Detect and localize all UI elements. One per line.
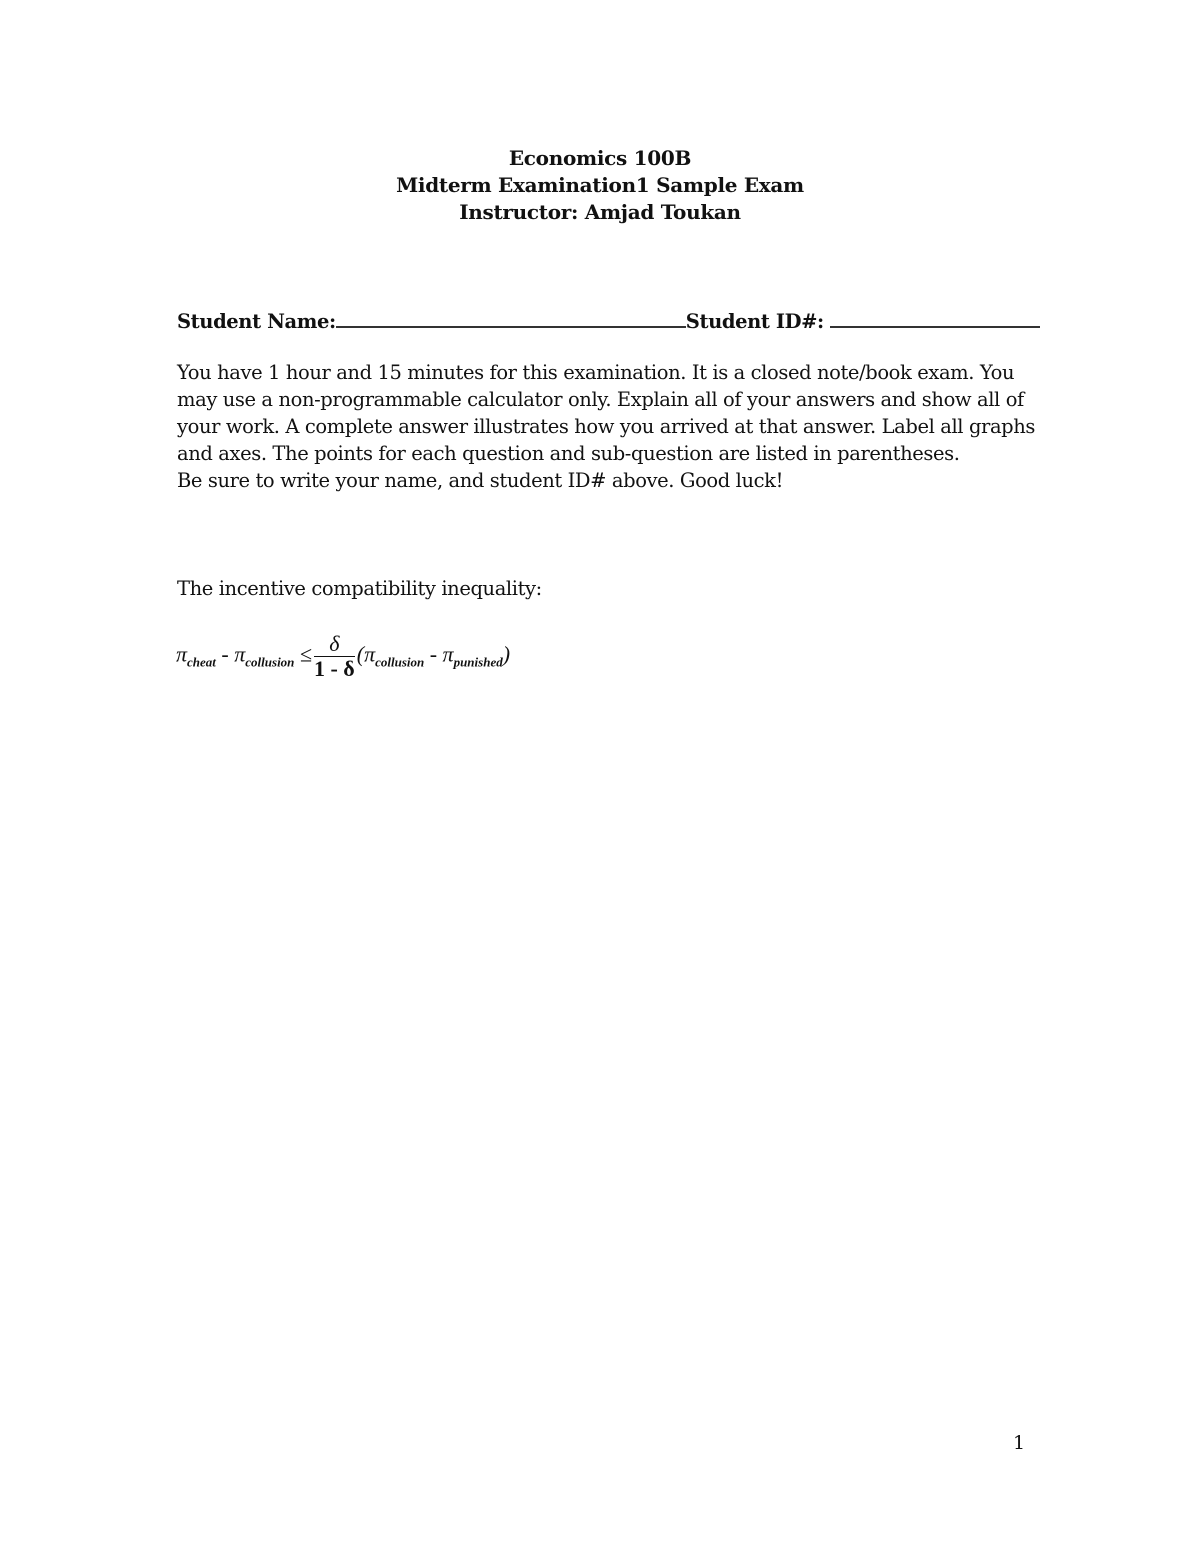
instruction-line: may use a non-programmable calculator only. Explain all of your answers and show all of xyxy=(177,388,1024,411)
exam-title: Midterm Examination1 Sample Exam xyxy=(396,173,804,197)
minus-sign: - xyxy=(215,641,235,667)
minus-sign: - xyxy=(424,641,443,667)
fraction-numerator: δ xyxy=(314,632,355,657)
subscript-cheat: cheat xyxy=(187,654,216,670)
student-id-label: Student ID#: xyxy=(685,310,824,333)
student-name-label: Student Name: xyxy=(177,310,336,333)
page-number: 1 xyxy=(1013,1432,1026,1454)
student-info-row xyxy=(177,308,1040,333)
instruction-line: and axes. The points for each question and sub-question are listed in parentheses. xyxy=(177,442,960,465)
pi-symbol: π xyxy=(364,641,376,667)
fraction-denominator: 1 - δ xyxy=(313,656,355,681)
student-name-blank[interactable] xyxy=(336,308,686,328)
subscript-collusion: collusion xyxy=(375,654,425,670)
instruction-line: Be sure to write your name, and student ID# above. Good luck! xyxy=(177,469,784,492)
leq-sign: ≤ xyxy=(299,641,312,667)
subscript-collusion: collusion xyxy=(245,654,295,670)
instruction-line: You have 1 hour and 15 minutes for this examination. It is a closed note/book exam. You xyxy=(177,361,1015,384)
subscript-punished: punished xyxy=(453,654,503,670)
student-id-blank[interactable] xyxy=(830,308,1040,328)
incentive-compatibility-equation xyxy=(176,632,510,681)
close-paren: ) xyxy=(502,641,511,667)
instruction-line: your work. A complete answer illustrates how you arrived at that answer. Label all graphs xyxy=(177,415,1036,438)
pi-symbol: π xyxy=(176,641,188,667)
open-paren: ( xyxy=(356,641,365,667)
equation-intro: The incentive compatibility inequality: xyxy=(177,577,542,600)
instructor-name: Instructor: Amjad Toukan xyxy=(459,200,741,224)
pi-symbol: π xyxy=(234,641,246,667)
pi-symbol: π xyxy=(442,641,454,667)
fraction xyxy=(314,632,355,681)
course-title: Economics 100B xyxy=(508,146,692,170)
